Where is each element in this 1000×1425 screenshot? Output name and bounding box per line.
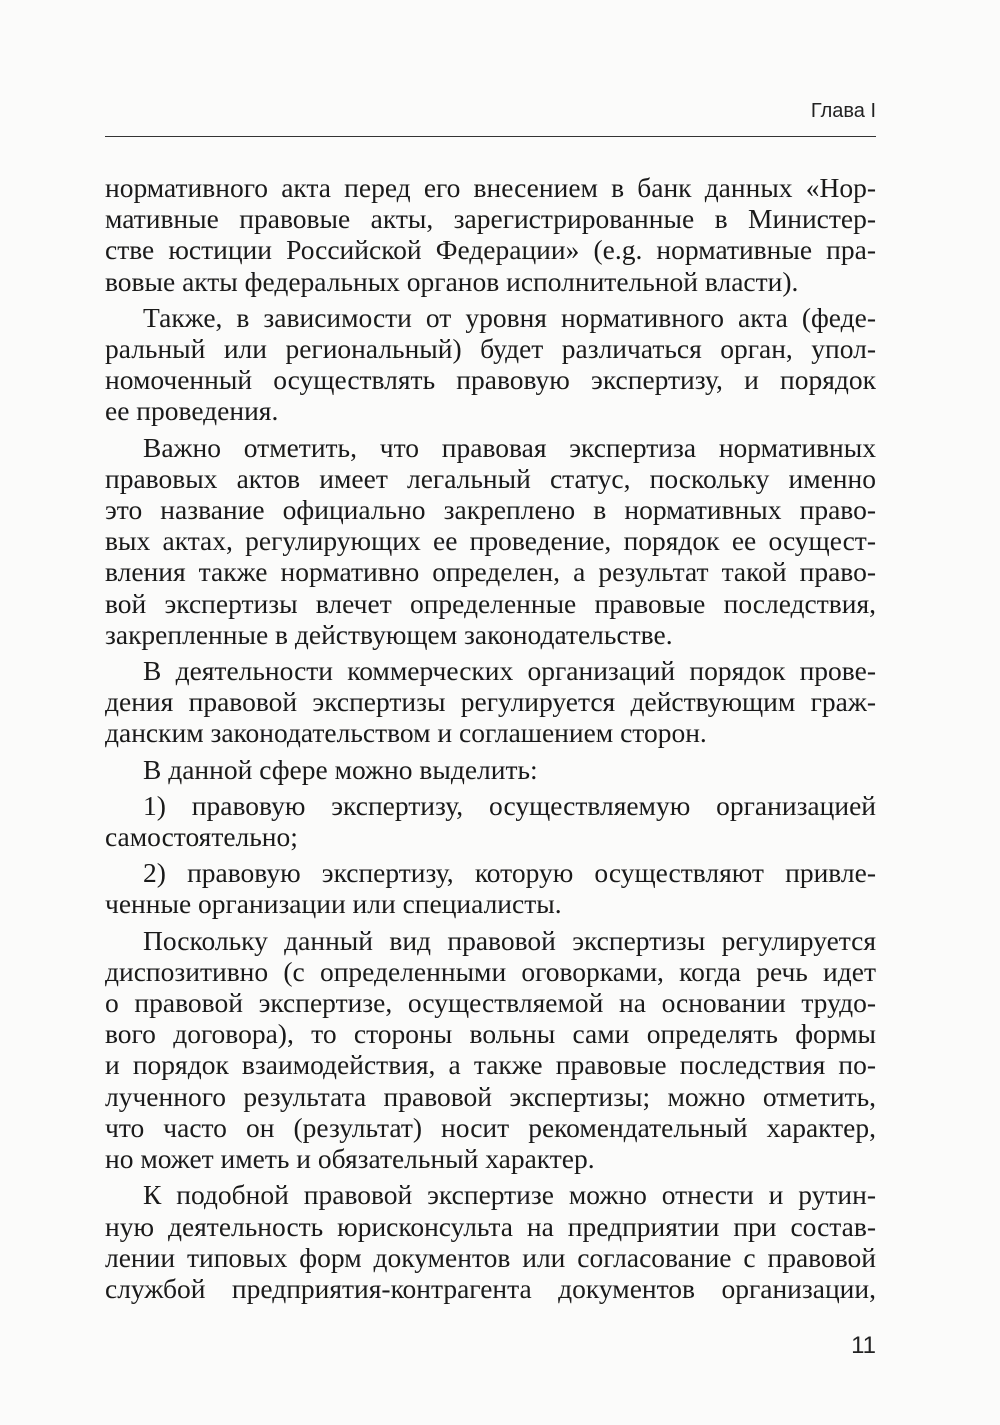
- text-line: стве юстиции Российской Федерации» (e.g. нормативные пра-: [105, 234, 876, 266]
- text-line: что часто он (результат) носит рекомендательный характер,: [105, 1111, 876, 1143]
- paragraph: [105, 790, 876, 852]
- text-line: Также, в зависимости от уровня нормативного акта (феде-: [143, 301, 876, 333]
- text-line: мативные правовые акты, зарегистрированные в Министер-: [105, 203, 876, 235]
- text-line: К подобной правовой экспертизе можно отнести и рутин-: [143, 1179, 876, 1211]
- text-line: самостоятельно;: [105, 821, 298, 853]
- paragraph: [105, 172, 876, 297]
- text-line: Важно отметить, что правовая экспертиза нормативных: [143, 431, 876, 463]
- text-line: вой экспертизы влечет определенные правовые последствия,: [105, 587, 876, 619]
- text-line: это название официально закреплено в нормативных право-: [105, 494, 876, 526]
- text-line: закрепленные в действующем законодательстве.: [105, 618, 673, 650]
- text-line: службой предприятия-контрагента документов организации,: [105, 1272, 876, 1304]
- text-line: вовые акты федеральных органов исполнительной власти).: [105, 265, 799, 297]
- text-line: но может иметь и обязательный характер.: [105, 1143, 595, 1175]
- text-line: о правовой экспертизе, осуществляемой на основании трудо-: [105, 987, 876, 1019]
- paragraph: [105, 302, 876, 427]
- text-line: Поскольку данный вид правовой экспертизы регулируется: [143, 924, 876, 956]
- paragraph: [105, 925, 876, 1175]
- text-line: диспозитивно (с определенными оговорками, когда речь идет: [105, 955, 876, 987]
- text-line: ральный или региональный) будет различаться орган, упол-: [105, 333, 876, 365]
- text-line: нормативного акта перед его внесением в банк данных «Нор-: [105, 172, 876, 203]
- body-text: [105, 172, 876, 1304]
- paragraph: [105, 655, 876, 749]
- text-line: правовых актов имеет легальный статус, поскольку именно: [105, 462, 876, 494]
- text-line: лении типовых форм документов или согласование с правовой: [105, 1241, 876, 1273]
- running-head: Глава I: [810, 100, 876, 122]
- text-line: В деятельности коммерческих организаций порядок прове-: [143, 655, 876, 687]
- paragraph: [105, 857, 876, 919]
- text-line: В данной сфере можно выделить:: [143, 753, 538, 785]
- text-line: номоченный осуществлять правовую экспертизу, и порядок: [105, 364, 876, 396]
- text-line: лученного результата правовой экспертизы; можно отметить,: [105, 1080, 876, 1112]
- text-line: ее проведения.: [105, 395, 279, 427]
- header-rule: [105, 136, 876, 137]
- text-line: 2) правовую экспертизу, которую осуществляют привле-: [143, 857, 876, 889]
- text-line: дения правовой экспертизы регулируется действующим граж-: [105, 686, 876, 718]
- text-line: ченные организации или специалисты.: [105, 888, 562, 920]
- text-line: и порядок взаимодействия, а также правовые последствия по-: [105, 1049, 876, 1081]
- text-line: вления также нормативно определен, а результат такой право-: [105, 556, 876, 588]
- text-line: ную деятельность юрисконсульта на предприятии при состав-: [105, 1210, 876, 1242]
- text-line: вого договора), то стороны вольны сами определять формы: [105, 1018, 876, 1050]
- page-number: 11: [851, 1332, 876, 1359]
- text-line: вых актах, регулирующих ее проведение, порядок ее осущест-: [105, 525, 876, 557]
- text-line: данским законодательством и соглашением сторон.: [105, 717, 707, 749]
- paragraph: [105, 1179, 876, 1304]
- text-line: 1) правовую экспертизу, осуществляемую организацией: [143, 789, 876, 821]
- paragraph: [105, 754, 876, 785]
- paragraph: [105, 432, 876, 650]
